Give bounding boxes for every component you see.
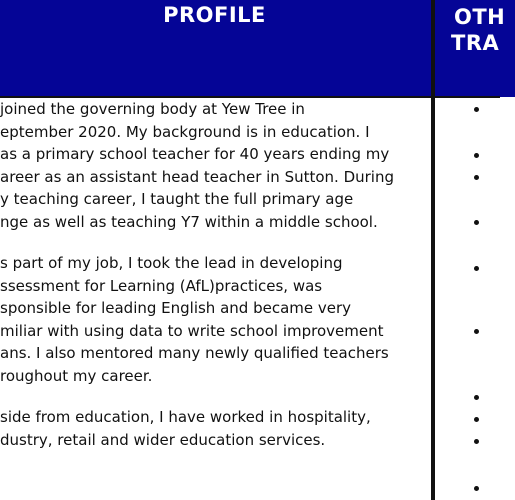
bullet-icon — [474, 153, 479, 158]
profile-body — [0, 98, 431, 500]
paragraph-line: miliar with using data to write school improvement — [0, 321, 384, 340]
bullet-icon — [474, 329, 479, 334]
paragraph-line: as a primary school teacher for 40 years ending my — [0, 145, 390, 164]
profile-paragraph-job — [0, 252, 440, 388]
paragraph-line: s part of my job, I took the lead in developing — [0, 254, 343, 272]
paragraph-line: dustry, retail and wider education services. — [0, 430, 326, 449]
bullet-icon — [474, 486, 479, 491]
paragraph-line: areer as an assistant head teacher in Sutton. During — [0, 167, 395, 186]
bullet-icon — [474, 220, 479, 225]
paragraph-line: roughout my career. — [0, 366, 153, 385]
paragraph-line: nge as well as teaching Y7 within a middle school. — [0, 212, 378, 231]
paragraph-line: side from education, I have worked in hospitality, — [0, 408, 371, 426]
paragraph-line: ssessment for Learning (AfL)practices, was — [0, 276, 323, 295]
profile-header — [0, 0, 431, 97]
bullet-icon — [474, 266, 479, 271]
other-training-header — [435, 0, 515, 97]
other-training-list — [435, 98, 500, 500]
profile-header-title: PROFILE — [163, 3, 266, 27]
paragraph-line: joined the governing body at Yew Tree in — [0, 100, 305, 118]
profile-paragraph-other-work — [0, 406, 440, 451]
bullet-icon — [474, 395, 479, 400]
paragraph-line: y teaching career, I taught the full primary age — [0, 190, 354, 209]
bullet-icon — [474, 417, 479, 422]
bullet-icon — [474, 439, 479, 444]
bullet-icon — [474, 107, 479, 112]
other-training-header-line1: OTH — [454, 5, 506, 29]
paragraph-line: ans. I also mentored many newly qualified teachers — [0, 344, 389, 363]
paragraph-line: eptember 2020. My background is in education. I — [0, 122, 370, 141]
paragraph-line: sponsible for leading English and became very — [0, 299, 352, 318]
other-training-header-line2: TRA — [451, 31, 500, 55]
profile-paragraph-background — [0, 98, 440, 234]
bullet-icon — [474, 175, 479, 180]
